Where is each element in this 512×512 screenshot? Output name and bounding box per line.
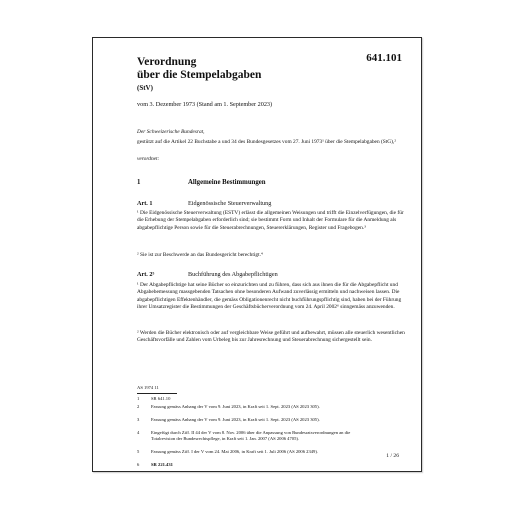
article-1-paragraph-2: ² Sie ist zur Beschwerde an das Bundesgericht berechtigt.⁴ [137,252,263,258]
sr-number: 641.101 [366,52,402,64]
footnote-number: 6 [137,462,140,467]
footnote-number: 1 [137,396,140,401]
article-2-paragraph-1: ¹ Der Abgabepflichtige hat seine Bücher so einzurichten und zu führen, dass sich aus ihnen die für die Abgabepflicht und Abgabebemessung massgebenden Tatsachen ohne besonderen Aufwand zuverlässig ermitteln und nachweisen lassen. Die abgabepflichtigen Effektenhändler, die gemäss Obligationenrecht nicht buchführungspflichtig sind, haben bei der Führung ihrer Umsatzregister die Bestimmungen der Geschäftsbücherverordnung vom 24. April 2002⁶ sinngemäss anzuwenden. [137,282,402,310]
document-page [92,37,422,472]
footnote-divider [137,393,177,394]
article-2-paragraph-2: ² Werden die Bücher elektronisch oder auf vergleichbare Weise geführt und aufbewahrt, müssen alle steuerlich wesentlichen Geschäftsvorfälle und Zahlen vom Urbeleg bis zur Jahresrechnung und Steuerabrechnung sichergestellt sein. [137,330,405,344]
page-number: 1 / 26 [386,453,399,459]
article-2-title: Buchführung des Abgabepflichtigen [188,271,278,278]
footnote-number: 3 [137,417,140,422]
footnote-text: Eingefügt durch Ziff. II 44 der V vom 8. Nov. 2006 über die Anpassung von Bundesratsverordnungen an die Totalrevision der Bundesrechtspflege, in Kraft seit 1. Jan. 2007 (AS 2006 4705). [151,430,351,441]
footnote-text: SR 641.10 [151,396,171,401]
as-reference: AS 1974 11 [137,385,159,390]
article-1-paragraph-1: ¹ Die Eidgenössische Steuerverwaltung (ESTV) erlässt die allgemeinen Weisungen und trifft die Einzelverfügungen, die für die Erhebung der Stempelabgaben erforderlich sind; sie bestimmt Form und Inhalt der Formulare für die Anmeldung als abgabepflichtige Person sowie für die Steuerabrechnungen, Steuererklärungen, Register und Fragebogen.³ [137,210,404,231]
article-1-number: Art. 1 [137,200,153,207]
footnote-number: 2 [137,404,140,409]
document-title [137,56,261,82]
footnote-text: Fassung gemäss Anhang der V vom 9. Juni 2023, in Kraft seit 1. Sept. 2023 (AS 2023 305). [151,417,320,422]
section-number: 1 [137,179,141,186]
title-line-2: über die Stempelabgaben [137,69,262,81]
footnote-text: Fassung gemäss Ziff. I der V vom 24. Mai 2006, in Kraft seit 1. Juli 2006 (AS 2006 2349). [151,449,319,454]
footnote-text: Fassung gemäss Anhang der V vom 9. Juni 2023, in Kraft seit 1. Sept. 2023 (AS 2023 305). [151,404,320,409]
document-abbreviation: (StV) [137,84,153,92]
preamble-intro: Der Schweizerische Bundesrat, [137,129,205,135]
footnote-number: 5 [137,449,140,454]
preamble-basis: gestützt auf die Artikel 22 Buchstabe a und 34 des Bundesgesetzes vom 27. Juni 1973¹ über die Stempelabgaben (StG),² [137,139,396,145]
document-date: vom 3. Dezember 1973 (Stand am 1. September 2023) [137,101,273,108]
title-line-1: Verordnung [137,56,197,68]
footnote-text: SR 221.431 [151,462,173,467]
section-title: Allgemeine Bestimmungen [188,179,266,186]
footnote-number: 4 [137,430,140,435]
preamble-verordnet: verordnet: [137,156,160,162]
article-1-title: Eidgenössische Steuerverwaltung [188,200,272,207]
article-2-number: Art. 2⁵ [137,271,155,278]
